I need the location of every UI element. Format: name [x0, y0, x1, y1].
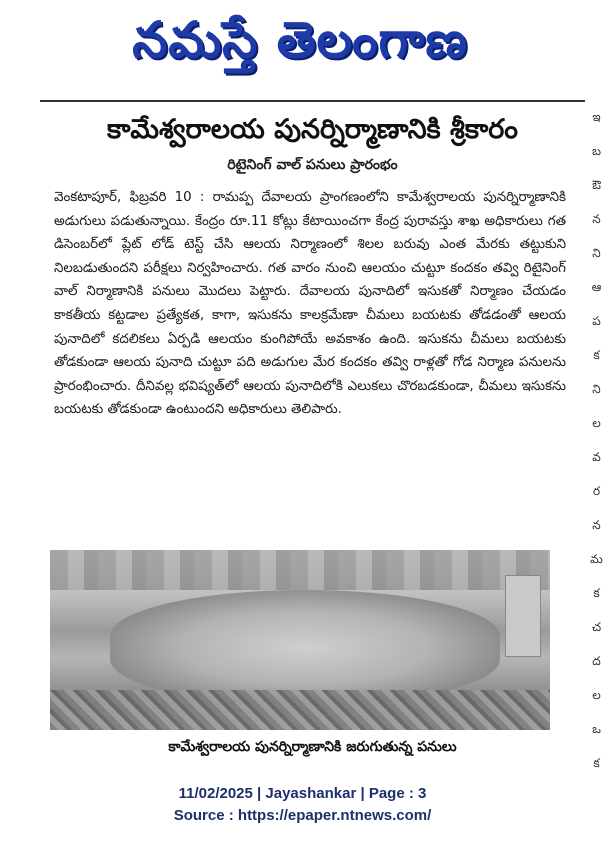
- adjacent-column-glyph: ల: [592, 416, 601, 430]
- adjacent-column-glyph: క: [593, 586, 600, 600]
- adjacent-column-glyph: ద: [592, 654, 601, 668]
- adjacent-column-glyph: ని: [592, 246, 601, 260]
- photo-rubble: [50, 690, 550, 730]
- clip-divider: [40, 100, 585, 102]
- masthead-title: నమస్తే తెలంగాణ: [132, 11, 468, 69]
- adjacent-column-glyph: న: [592, 518, 601, 532]
- footer-source-link[interactable]: Source : https://epaper.ntnews.com/: [173, 807, 432, 824]
- article-body: వెంకటాపూర్, ఫిబ్రవరి 10 : రామప్ప దేవాలయ ప్రాంగణంలోని కామేశ్వరాలయ పునర్నిర్మాణానికి అడుగులు పడుతున్నాయి. కేంద్రం రూ.11 కోట్లు కేటాయించగా కేంద్ర పురావస్తు శాఖ అధికారులు గత డిసెంబర్‌లో ప్లేట్ లోడ్ టెస్ట్ చేసి ఆలయ నిర్మాణంలో శిలల బరువు ఎంత మేరకు తట్టుకుని నిలబడుతుందని పరీక్షలు నిర్వహించారు. గత వారం నుంచి ఆలయం చుట్టూ కందకం తవ్వి రిటైనింగ్ వాల్ నిర్మాణానికి పనులు మొదలు పెట్టారు. దేవాలయ పునాదిలో ఇసుకతో నిర్మాణం చేయడం కాకతీయ కట్టడాల ప్రత్యేకత, కాగా, ఇసుకను కాలక్రమేణా చీమలు బయటకు తోడడంతో ఆలయ పునాదిలో కదలికలు ఏర్పడి ఆలయం కుంగిపోయే అవకాశం ఉంది. ఇసుకను చీమలు బయటకు తోడకుండా ఆలయ పునాది చుట్టూ పది అడుగుల మేర కందకం తవ్వి రాళ్లతో గోడ నిర్మాణ పనులను ప్రారంభించారు. దీనివల్ల భవిష్యత్‌లో ఆలయ పునాదిలోకి ఎలుకలు చొరబడకుండా, చీమలు ఇసుకను బయటకు తోడకుండా ఉంటుందని అధికారులు తెలిపారు.: [54, 190, 566, 418]
- adjacent-column-fragment: [588, 100, 605, 770]
- adjacent-column-glyph: ఇ: [592, 110, 601, 124]
- adjacent-column-glyph: బ: [591, 144, 601, 158]
- article-subheadline: రిటైనింగ్ వాల్ పనులు ప్రారంభం: [227, 157, 398, 173]
- article-photo: [50, 550, 550, 730]
- adjacent-column-glyph: ఒ: [592, 722, 601, 736]
- adjacent-column-glyph: ర: [592, 484, 601, 498]
- article-headline: కామేశ్వరాలయ పునర్నిర్మాణానికి శ్రీకారం: [106, 114, 518, 145]
- photo-trees: [50, 550, 550, 590]
- page-footer: [0, 783, 605, 827]
- adjacent-column-glyph: ఔ: [592, 178, 601, 192]
- adjacent-column-glyph: ప: [592, 314, 601, 328]
- adjacent-column-glyph: వ: [592, 450, 601, 464]
- adjacent-column-glyph: ఆ: [591, 280, 602, 294]
- adjacent-column-glyph: న: [592, 212, 601, 226]
- adjacent-column-glyph: మ: [590, 552, 603, 566]
- photo-pillar: [505, 575, 541, 657]
- news-clipping: [40, 100, 585, 765]
- photo-caption: కామేశ్వరాలయ పునర్నిర్మాణానికి జరుగుతున్న పనులు: [168, 739, 457, 755]
- footer-date-edition: 11/02/2025 | Jayashankar | Page : 3: [178, 785, 427, 802]
- adjacent-column-glyph: చ: [591, 620, 602, 634]
- adjacent-column-glyph: క: [593, 348, 600, 362]
- adjacent-column-glyph: ల: [592, 688, 601, 702]
- adjacent-column-glyph: ని: [592, 382, 601, 396]
- photo-excavation: [110, 590, 500, 705]
- adjacent-column-glyph: క: [593, 756, 600, 770]
